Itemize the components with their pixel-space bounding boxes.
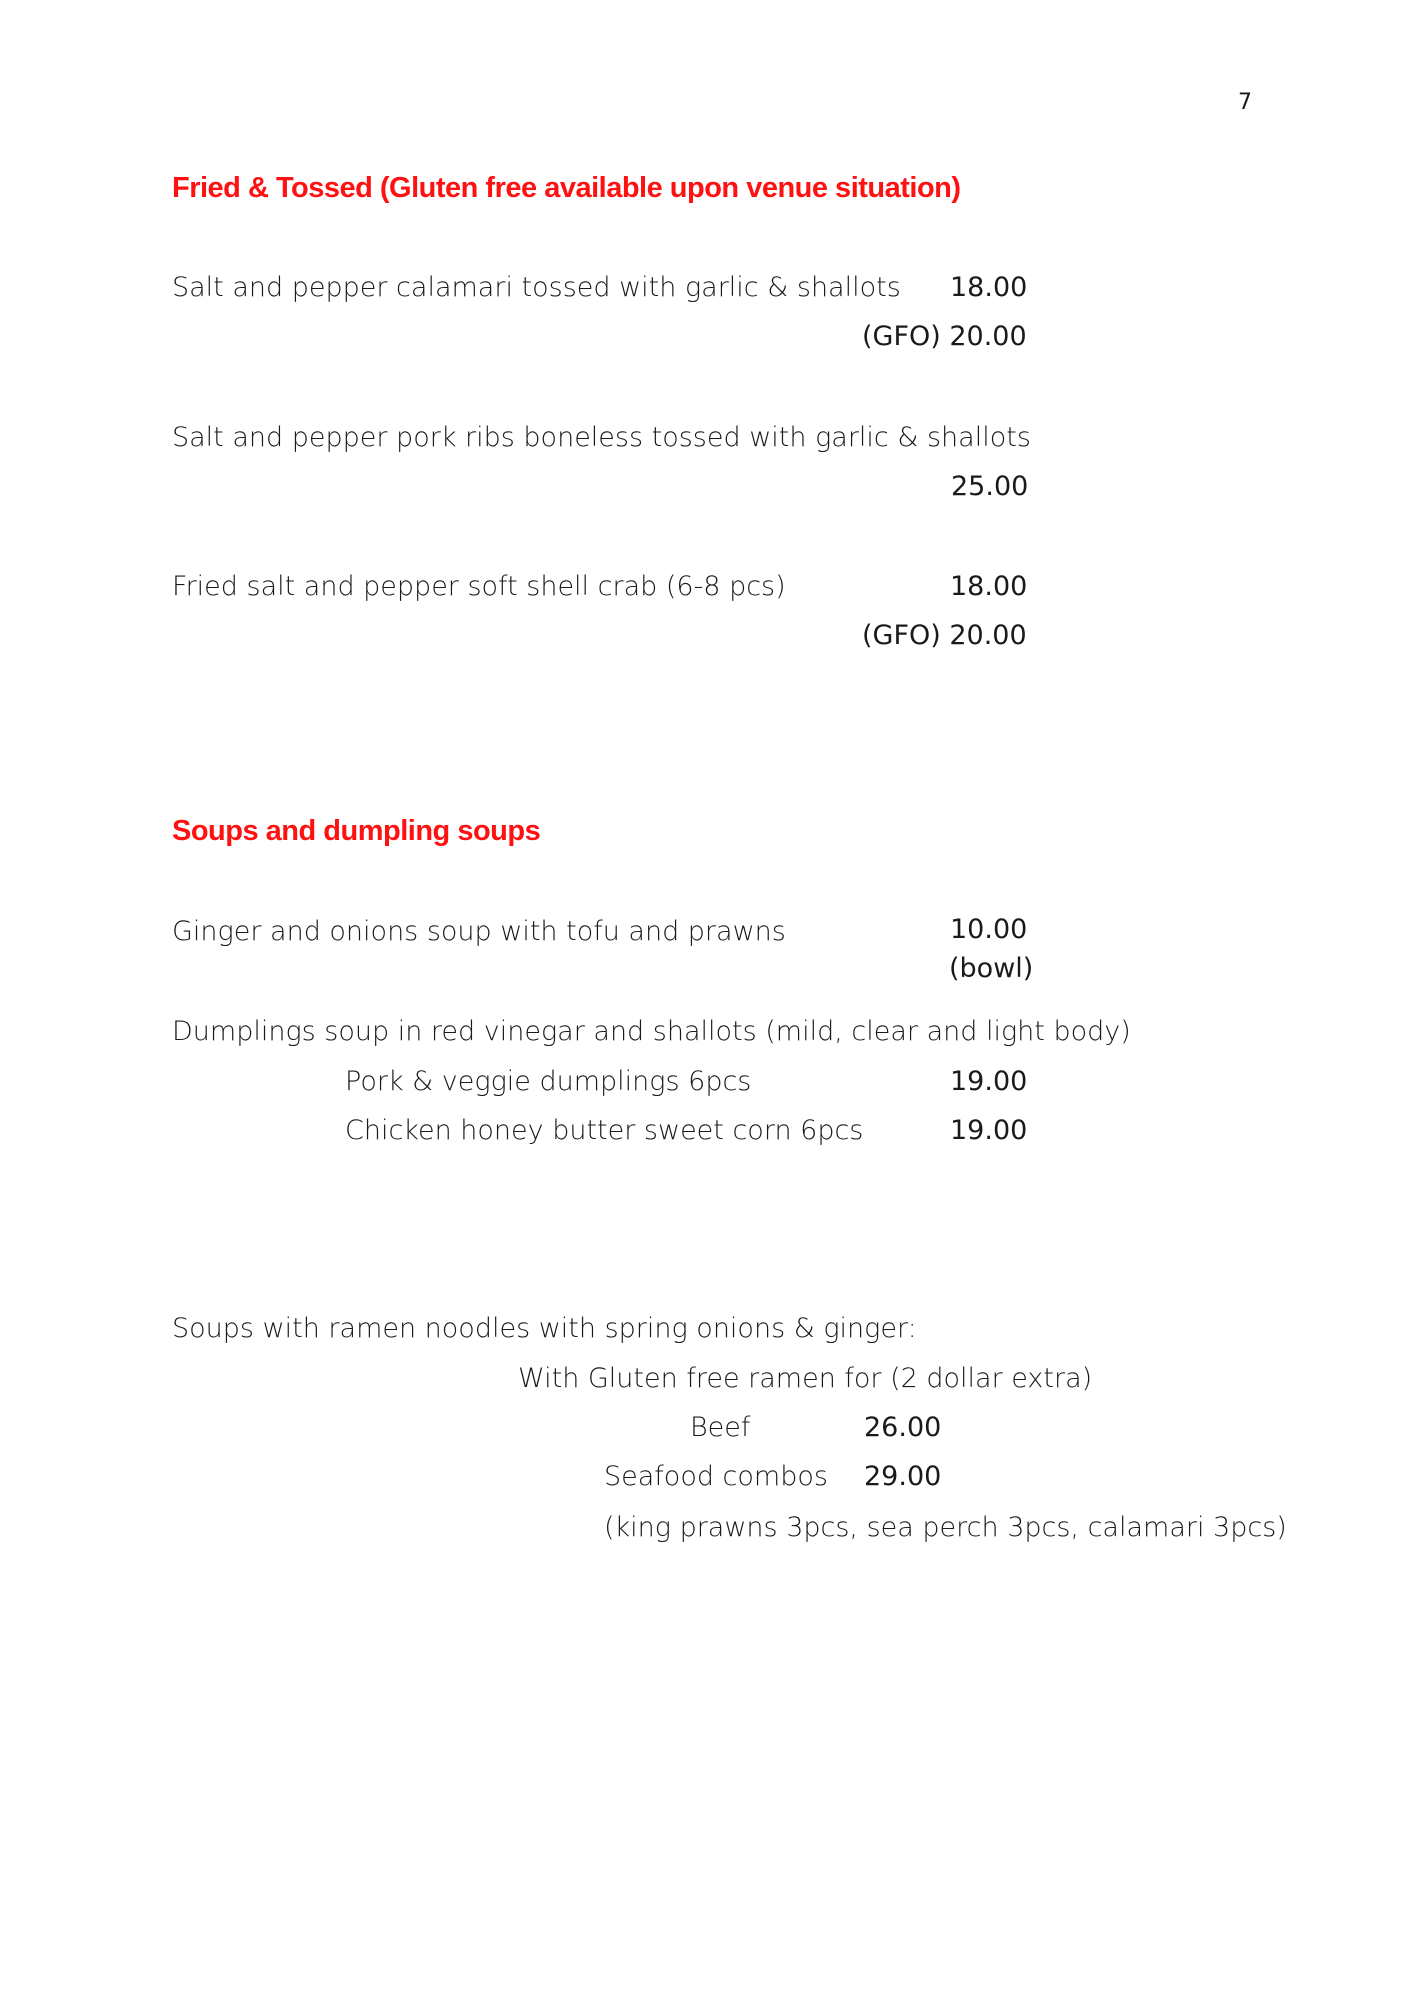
price-ramen-seafood: 29.00 [864, 1461, 942, 1492]
gfo-price-calamari: (GFO) 20.00 [862, 321, 1027, 352]
price-calamari: 18.00 [950, 272, 1028, 303]
price-pork-veggie: 19.00 [950, 1066, 1028, 1097]
section-heading-fried: Fried & Tossed (Gluten free available upon venue situation) [172, 172, 961, 204]
price-ginger-soup: 10.00 [950, 914, 1028, 945]
dumpling-option-chicken-corn: Chicken honey butter sweet corn 6pcs [345, 1115, 864, 1146]
page-number: 7 [1238, 90, 1252, 115]
price-ramen-beef: 26.00 [864, 1412, 942, 1443]
price-unit-bowl: (bowl) [949, 953, 1034, 984]
dumpling-option-pork-veggie: Pork & veggie dumplings 6pcs [345, 1066, 752, 1097]
section-heading-soups: Soups and dumpling soups [172, 815, 541, 847]
gfo-price-soft-shell-crab: (GFO) 20.00 [862, 620, 1027, 651]
price-pork-ribs: 25.00 [951, 471, 1029, 502]
price-chicken-corn: 19.00 [950, 1115, 1028, 1146]
menu-item-ginger-soup: Ginger and onions soup with tofu and prawns [172, 916, 786, 947]
gluten-free-ramen-note: With Gluten free ramen for (2 dollar extra) [518, 1363, 1093, 1394]
menu-item-pork-ribs: Salt and pepper pork ribs boneless tossed with garlic & shallots [172, 422, 1031, 453]
menu-item-ramen-soup: Soups with ramen noodles with spring onions & ginger: [172, 1313, 917, 1344]
menu-item-soft-shell-crab: Fried salt and pepper soft shell crab (6-8 pcs) [172, 571, 786, 602]
ramen-option-seafood: Seafood combos [604, 1461, 828, 1492]
price-soft-shell-crab: 18.00 [950, 571, 1028, 602]
menu-item-dumpling-soup: Dumplings soup in red vinegar and shallots (mild, clear and light body) [172, 1016, 1131, 1047]
menu-item-calamari: Salt and pepper calamari tossed with garlic & shallots [172, 272, 901, 303]
ramen-option-beef: Beef [690, 1412, 751, 1443]
seafood-combo-detail: (king prawns 3pcs, sea perch 3pcs, calamari 3pcs) [604, 1512, 1287, 1543]
